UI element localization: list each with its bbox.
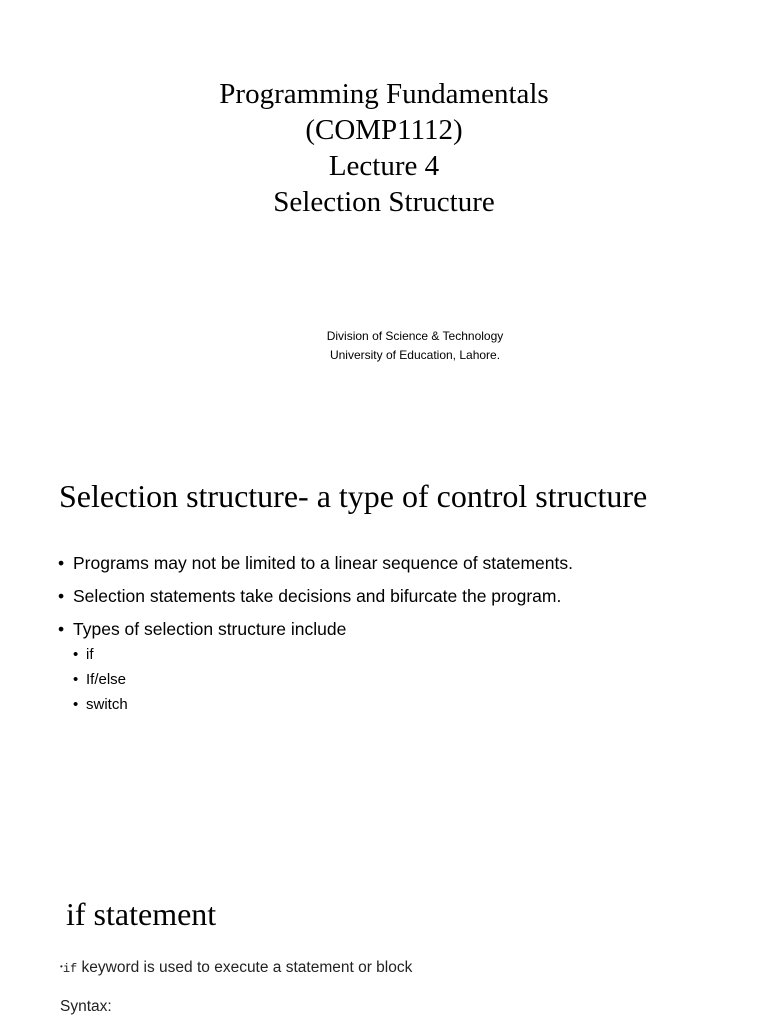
if-keyword-description <box>60 957 412 979</box>
course-code: (COMP1112) <box>305 114 463 146</box>
sub-bullet-list <box>58 642 573 717</box>
lecture-number: Lecture 4 <box>328 150 440 182</box>
bullet-list <box>58 547 573 717</box>
selection-structure-slide <box>0 432 768 864</box>
sub-bullet-container <box>58 642 573 717</box>
division-name: Division of Science & Technology <box>326 329 504 343</box>
syntax-label: Syntax: <box>60 998 112 1015</box>
title-slide <box>0 0 768 432</box>
bullet-item: • Programs may not be limited to a linear sequence of statements. <box>58 547 573 580</box>
bullet-item: • Selection statements take decisions and bifurcate the program. <box>58 580 573 613</box>
description-text: keyword is used to execute a statement or block <box>77 959 413 976</box>
if-statement-slide <box>0 864 768 1024</box>
course-name: Programming Fundamentals <box>219 78 549 110</box>
lecture-title <box>0 76 768 220</box>
sub-bullet-if: • if <box>58 642 573 667</box>
lecture-topic: Selection Structure <box>273 186 495 218</box>
slide-title: if statement <box>66 896 217 932</box>
sub-bullet-switch: • switch <box>58 692 573 717</box>
bullet-marker: • <box>60 962 63 971</box>
affiliation <box>0 327 768 365</box>
sub-bullet-if-else: • If/else <box>58 667 573 692</box>
bullet-item-text: Types of selection structure include <box>73 619 347 639</box>
if-keyword: if <box>62 962 78 976</box>
slide-title: Selection structure- a type of control structure <box>59 478 648 514</box>
university-name: University of Education, Lahore. <box>329 348 501 362</box>
